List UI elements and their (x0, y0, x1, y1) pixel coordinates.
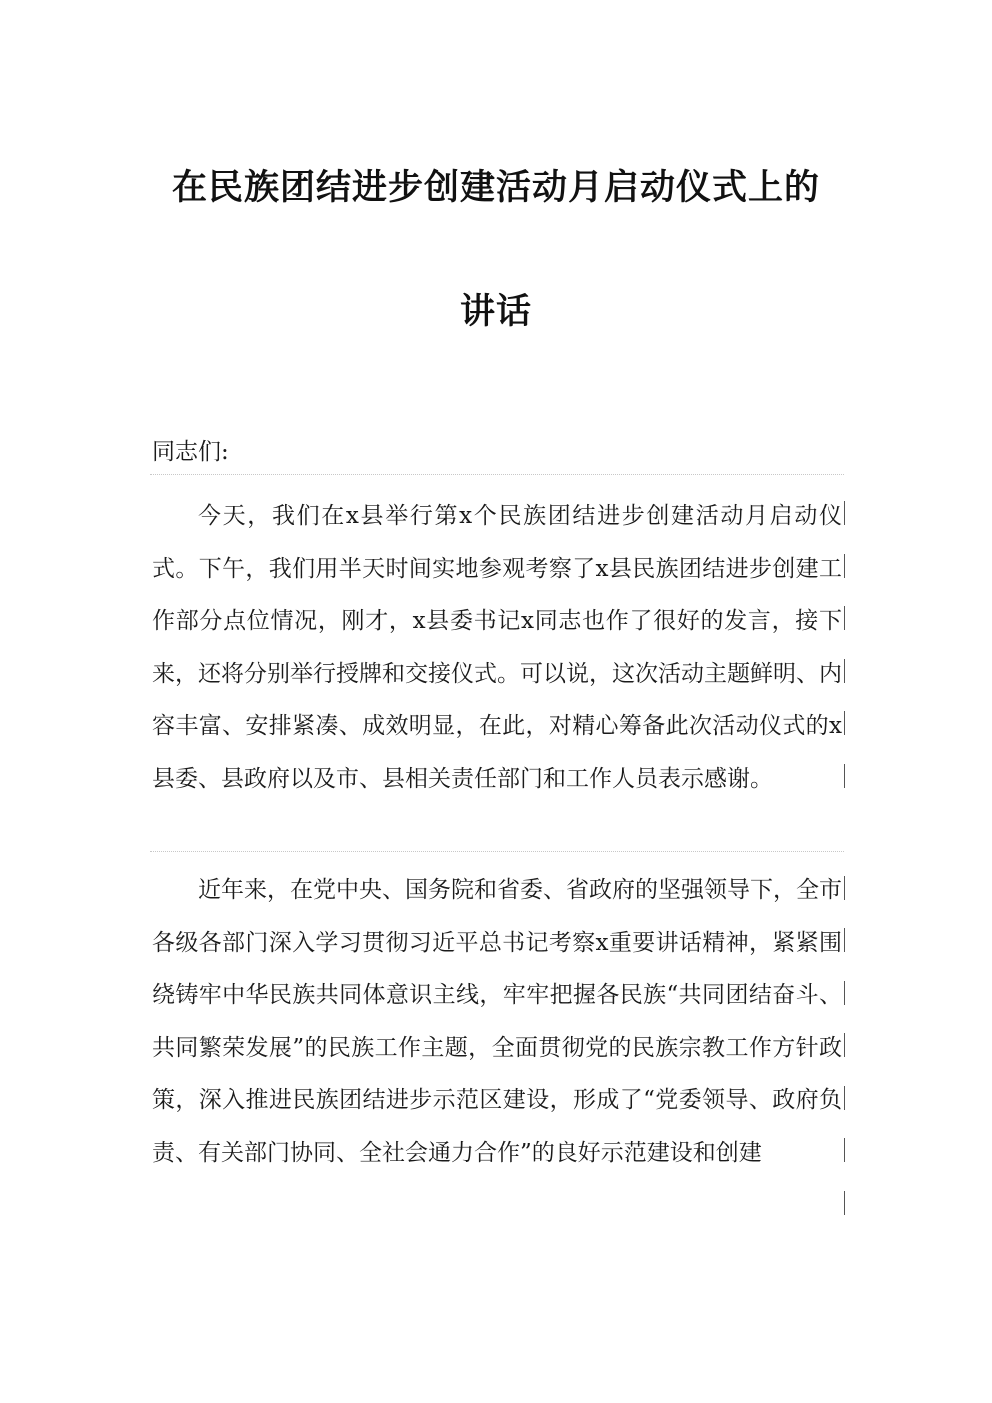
margin-mark (844, 764, 845, 788)
margin-mark (844, 1086, 845, 1110)
margin-mark (844, 659, 845, 683)
margin-mark (844, 606, 845, 630)
paragraph-2: 近年来，在党中央、国务院和省委、省政府的坚强领导下，全市各级各部门深入学习贯彻习近平总书记考察x重要讲话精神，紧紧围绕铸牢中华民族共同体意识主线，牢牢把握各民族“共同团结奋斗、共同繁荣发展”的民族工作主题，全面贯彻党的民族宗教工作方针政策，深入推进民族团结进步示范区建设，形成了“党委领导、政府负责、有关部门协同、全社会通力合作”的良好示范建设和创建 (152, 877, 842, 1166)
salutation: 同志们: (152, 439, 229, 465)
document-title-line-1: 在民族团结进步创建活动月启动仪式上的 (171, 168, 820, 208)
margin-mark (844, 554, 845, 578)
margin-mark (844, 1033, 845, 1057)
paragraph-divider (150, 474, 844, 475)
document-title-line-2: 讲话 (459, 292, 532, 332)
margin-mark (844, 1191, 845, 1215)
margin-mark (844, 876, 845, 900)
margin-mark (844, 711, 845, 735)
paragraph-divider (150, 851, 844, 852)
margin-mark (844, 981, 845, 1005)
paragraph-1: 今天，我们在x县举行第x个民族团结进步创建活动月启动仪式。下午，我们用半天时间实地参观考察了x县民族团结进步创建工作部分点位情况，刚才，x县委书记x同志也作了很好的发言，接下来，还将分别举行授牌和交接仪式。可以说，这次活动主题鲜明、内容丰富、安排紧凑、成效明显，在此，对精心筹备此次活动仪式的x县委、县政府以及市、县相关责任部门和工作人员表示感谢。 (152, 503, 842, 792)
margin-mark (844, 1138, 845, 1162)
margin-mark (844, 928, 845, 952)
margin-mark (844, 501, 845, 525)
